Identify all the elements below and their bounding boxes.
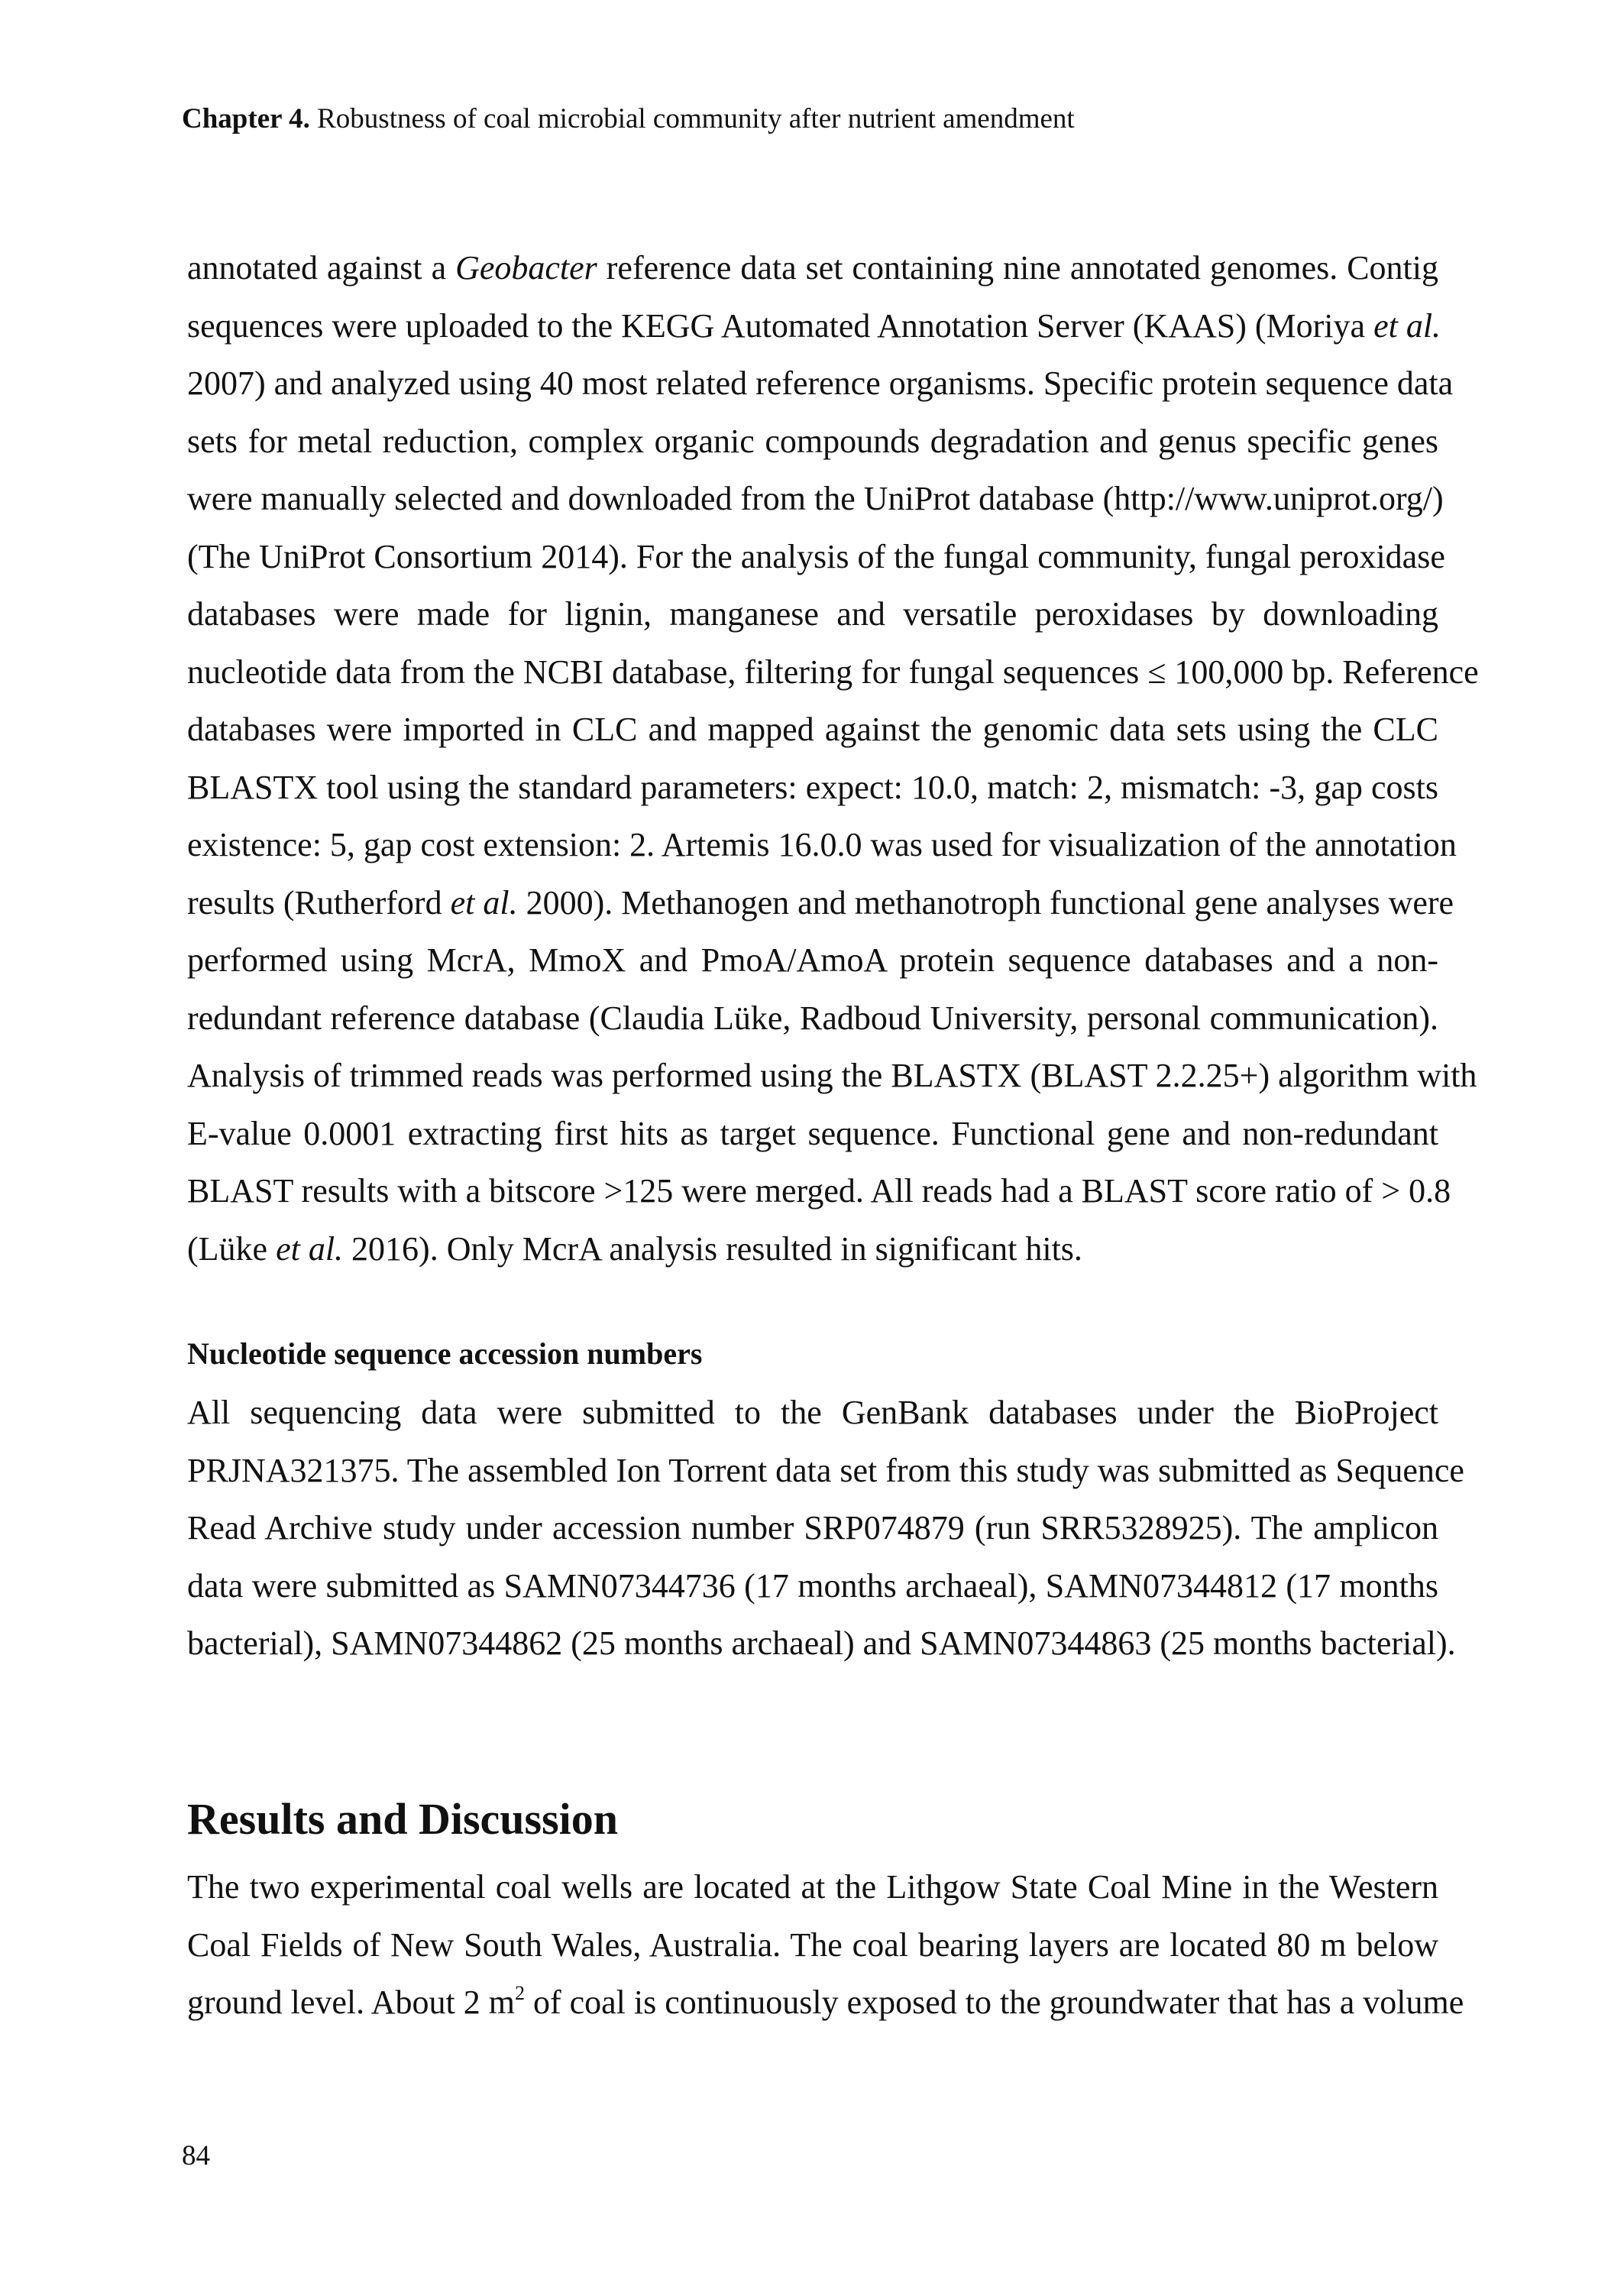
text-line	[187, 1105, 1438, 1163]
text-segment: annotated against a	[187, 249, 456, 287]
text-segment: All sequencing data were submitted to the GenBank databases under the BioProject	[187, 1394, 1438, 1431]
text-segment: databases were imported in CLC and mapped against the genomic data sets using the CLC	[187, 711, 1438, 748]
accession-numbers-heading: Nucleotide sequence accession numbers	[187, 1336, 703, 1371]
text-segment: Read Archive study under accession number SRP074879 (run SRR5328925). The amplicon	[187, 1509, 1438, 1546]
chapter-title: Robustness of coal microbial community after nutrient amendment	[317, 103, 1075, 134]
italic-text: et al.	[1373, 306, 1441, 345]
text-line	[187, 1442, 1464, 1500]
text-segment: were manually selected and downloaded from the UniProt database (http://www.uniprot.org/)	[187, 480, 1444, 517]
page-number: 84	[182, 2140, 210, 2172]
text-segment: Analysis of trimmed reads was performed using the BLASTX (BLAST 2.2.25+) algorithm with	[187, 1057, 1477, 1094]
text-line	[187, 874, 1454, 932]
methods-paragraph	[187, 239, 1479, 1278]
text-segment: databases were made for lignin, manganese and versatile peroxidases by downloading	[187, 595, 1438, 633]
text-segment: 2000). Methanogen and methanotroph functional gene analyses were	[517, 883, 1454, 921]
text-segment: nucleotide data from the NCBI database, filtering for fungal sequences ≤ 100,000 bp. Reference	[187, 653, 1479, 691]
text-line	[187, 1220, 1438, 1278]
text-line	[187, 1499, 1438, 1557]
text-segment: PRJNA321375. The assembled Ion Torrent data set from this study was submitted as Sequence	[187, 1451, 1464, 1489]
text-segment: BLASTX tool using the standard parameters: expect: 10.0, match: 2, mismatch: -3, gap costs	[187, 768, 1438, 806]
text-line	[187, 1384, 1438, 1442]
italic-text: Geobacter	[455, 249, 597, 287]
text-line	[187, 759, 1438, 817]
text-segment: sets for metal reduction, complex organic compounds degradation and genus specific genes	[187, 422, 1438, 460]
text-line	[187, 1162, 1451, 1220]
text-segment: (Lüke	[187, 1229, 277, 1268]
accession-paragraph	[187, 1384, 1464, 1673]
text-segment: 2016). Only McrA analysis resulted in significant hits.	[343, 1229, 1082, 1268]
text-line	[187, 413, 1438, 471]
text-line	[187, 585, 1438, 643]
text-line	[187, 355, 1454, 413]
text-line	[187, 1614, 1456, 1673]
text-segment: results (Rutherford	[187, 883, 451, 921]
text-line	[187, 816, 1457, 874]
text-segment: of coal is continuously exposed to the groundwater that has a volume	[524, 1984, 1464, 2021]
superscript: 2	[514, 1982, 525, 2004]
text-line	[187, 701, 1438, 759]
text-line	[187, 297, 1441, 355]
text-line	[187, 1047, 1477, 1105]
text-line	[187, 1557, 1438, 1615]
text-segment: bacterial), SAMN07344862 (25 months archaeal) and SAMN07344863 (25 months bacterial).	[187, 1624, 1456, 1662]
text-line	[187, 989, 1438, 1048]
italic-text: et al.	[450, 883, 518, 921]
text-line	[187, 1916, 1438, 1974]
text-segment: data were submitted as SAMN07344736 (17 months archaeal), SAMN07344812 (17 months	[187, 1566, 1438, 1605]
text-line	[187, 470, 1444, 528]
text-segment: 2007) and analyzed using 40 most related reference organisms. Specific protein sequence data	[187, 364, 1454, 402]
running-header	[182, 102, 1075, 136]
text-line	[187, 1858, 1438, 1916]
text-segment: ground level. About 2 m	[187, 1984, 515, 2021]
results-discussion-heading: Results and Discussion	[187, 1794, 619, 1844]
results-paragraph	[187, 1858, 1464, 2032]
text-line	[187, 239, 1438, 297]
chapter-label: Chapter 4.	[182, 103, 310, 134]
text-line	[187, 931, 1438, 989]
text-segment: BLAST results with a bitscore >125 were merged. All reads had a BLAST score ratio of > 0.8	[187, 1172, 1451, 1210]
text-line	[187, 1974, 1464, 2032]
text-segment: existence: 5, gap cost extension: 2. Artemis 16.0.0 was used for visualization of the annotation	[187, 826, 1457, 863]
text-segment: redundant reference database (Claudia Lüke, Radboud University, personal communication).	[187, 999, 1438, 1037]
text-segment: performed using McrA, MmoX and PmoA/AmoA protein sequence databases and a non-	[187, 941, 1438, 979]
text-segment: reference data set containing nine annotated genomes. Contig	[597, 249, 1438, 287]
text-line	[187, 643, 1479, 701]
text-segment: Coal Fields of New South Wales, Australia. The coal bearing layers are located 80 m below	[187, 1925, 1438, 1964]
text-line	[187, 528, 1445, 586]
text-segment: The two experimental coal wells are located at the Lithgow State Coal Mine in the Western	[187, 1868, 1438, 1906]
text-segment: E-value 0.0001 extracting first hits as target sequence. Functional gene and non-redundant	[187, 1114, 1438, 1152]
text-segment: (The UniProt Consortium 2014). For the analysis of the fungal community, fungal peroxidase	[187, 537, 1445, 575]
italic-text: et al.	[276, 1229, 344, 1268]
text-segment: sequences were uploaded to the KEGG Automated Annotation Server (KAAS) (Moriya	[187, 306, 1374, 345]
